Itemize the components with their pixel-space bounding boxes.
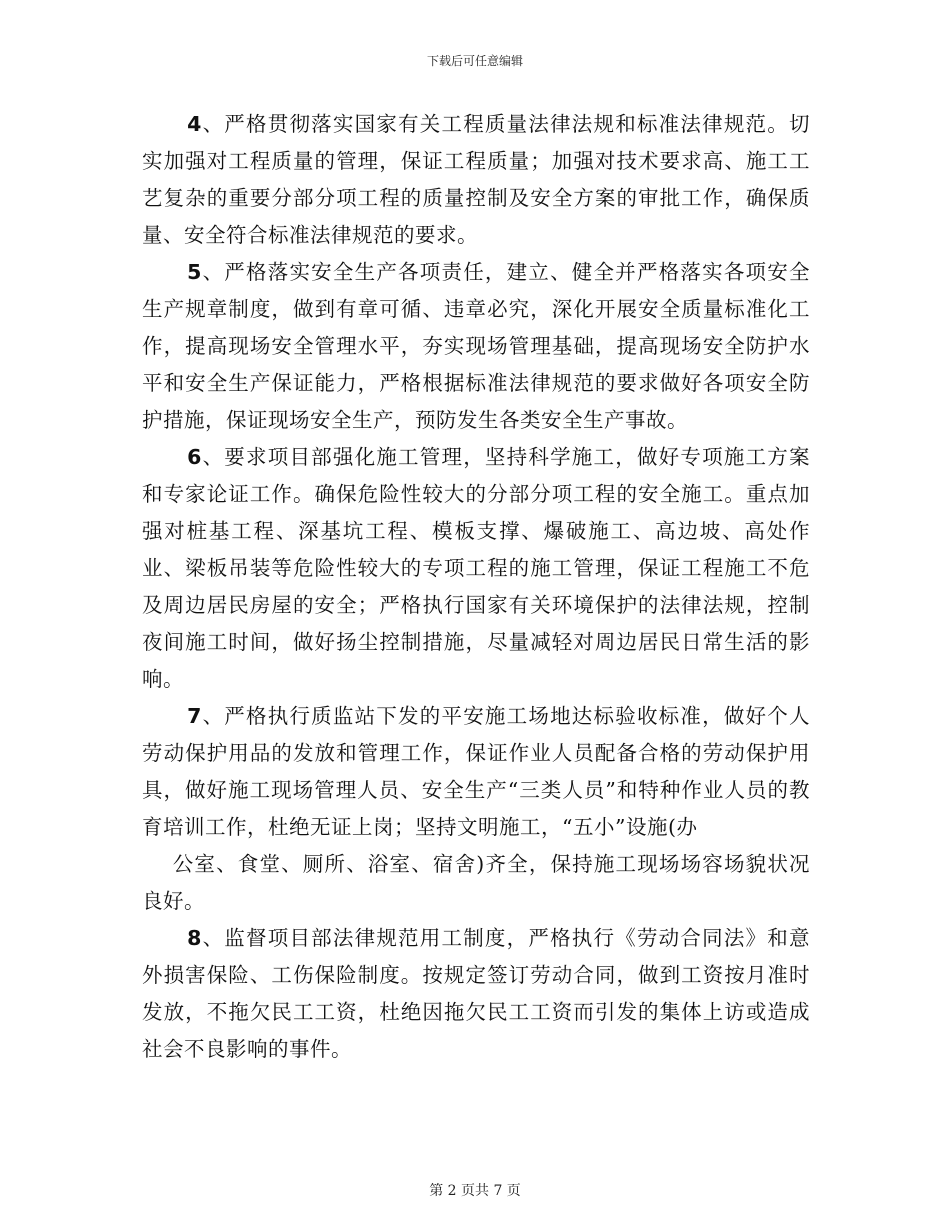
- page-header: 下载后可任意编辑: [426, 54, 523, 68]
- paragraph-text: 、要求项目部强化施工管理，坚持科学施工，做好专项施工方案和专家论证工作。确保危险性较大的分部分项工程的安全施工。重点加强对桩基工程、深基坑工程、模板支撑、爆破施工、高边坡、高处作业、梁板吊装等危险性较大的专项工程的施工管理，保证工程施工不危及周边居民房屋的安全；严格执行国家有关环境保护的法律法规，控制夜间施工时间，做好扬尘控制措施，尽量减轻对周边居民日常生活的影响。: [142, 445, 810, 691]
- paragraph-7: [142, 698, 810, 920]
- paragraph-text: 、监督项目部法律规范用工制度，严格执行《劳动合同法》和意外损害保险、工伤保险制度。按规定签订劳动合同，做到工资按月准时发放，不拖欠民工工资，杜绝因拖欠民工工资而引发的集体上访或造成社会不良影响的事件。: [142, 926, 810, 1061]
- paragraph-6: [142, 439, 810, 698]
- paragraph-number: 4: [187, 112, 202, 136]
- paragraph-8: [142, 920, 810, 1068]
- paragraph-text: 、严格落实安全生产各项责任，建立、健全并严格落实各项安全生产规章制度，做到有章可循、违章必究，深化开展安全质量标准化工作，提高现场安全管理水平，夯实现场管理基础，提高现场安全防护水平和安全生产保证能力，严格根据标准法律规范的要求做好各项安全防护措施，保证现场安全生产，预防发生各类安全生产事故。: [142, 260, 810, 432]
- paragraph-number: 6: [187, 445, 202, 469]
- paragraph-4: [142, 106, 810, 254]
- paragraph-5: [142, 254, 810, 439]
- paragraph-text: 、严格贯彻落实国家有关工程质量法律法规和标准法律规范。切实加强对工程质量的管理，保证工程质量；加强对技术要求高、施工工艺复杂的重要分部分项工程的质量控制及安全方案的审批工作，确保质量、安全符合标准法律规范的要求。: [142, 112, 810, 247]
- document-body: [142, 106, 810, 1068]
- paragraph-number: 5: [187, 260, 202, 284]
- paragraph-continuation: 公室、食堂、厕所、浴室、宿舍)齐全，保持施工现场场容场貌状况良好。: [142, 852, 810, 913]
- page-footer: 第 2 页共 7 页: [429, 1183, 521, 1199]
- paragraph-number: 7: [187, 704, 202, 728]
- paragraph-number: 8: [187, 926, 202, 950]
- paragraph-text: 、严格执行质监站下发的平安施工场地达标验收标准，做好个人劳动保护用品的发放和管理工作，保证作业人员配备合格的劳动保护用具，做好施工现场管理人员、安全生产“三类人员”和特种作业人员的教育培训工作，杜绝无证上岗；坚持文明施工，“五小”设施(办: [142, 704, 810, 839]
